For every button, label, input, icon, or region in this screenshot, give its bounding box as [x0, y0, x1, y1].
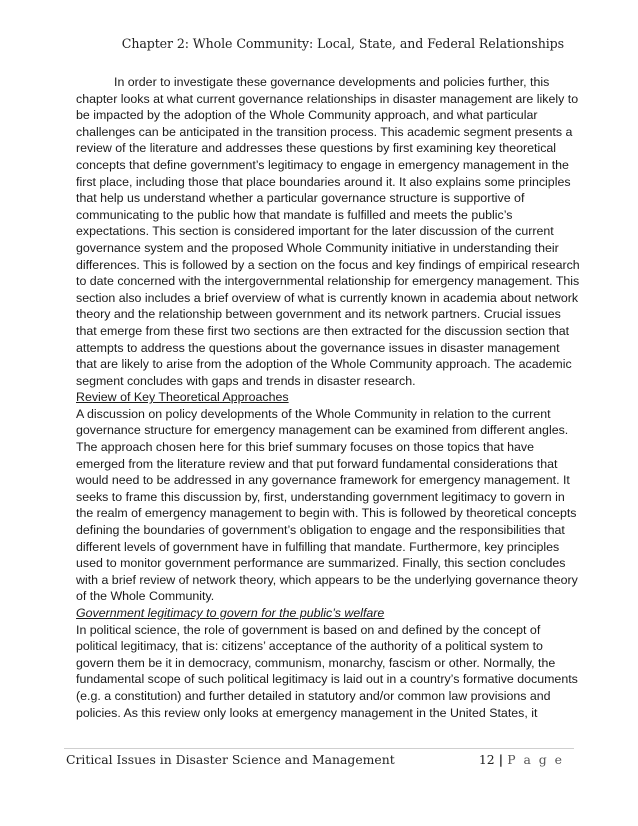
paragraph-line: attempts to address the questions about the governance issues in disaster management [76, 340, 560, 355]
running-header: Chapter 2: Whole Community: Local, State, and Federal Relationships [121, 36, 564, 51]
footer-separator: | [498, 752, 504, 767]
paragraph-line: The approach chosen here for this brief summary focuses on those topics that have [76, 440, 535, 455]
paragraph-line: section also includes a brief overview of what is currently known in academia about network [76, 290, 579, 305]
paragraph-line: review of the literature and addresses these questions by first examining key theoretical [76, 141, 557, 156]
intro-paragraph [76, 74, 580, 389]
paragraph-line: (e.g. a constitution) and further detailed in statutory and/or common law provisions and [76, 688, 551, 703]
section-paragraph [76, 406, 578, 605]
subsection-paragraph [76, 622, 578, 722]
paragraph-line: expectations. This section is considered important for the later discussion of the current [76, 224, 554, 239]
paragraph-line: first place, including those that place boundaries around it. It also explains some principles [76, 174, 571, 189]
paragraph-line: with a brief review of network theory, which appears to be the underlying governance theory [76, 572, 578, 587]
paragraph-line: the realm of emergency management to begin with. This is followed by theoretical concepts [76, 506, 577, 521]
paragraph-line: A discussion on policy developments of the Whole Community in relation to the current [76, 406, 551, 421]
paragraph-line: political legitimacy, that is: citizens’ acceptance of the authority of a political system to [76, 639, 543, 654]
paragraph-line: different levels of government have in fulfilling that mandate. Furthermore, key principles [76, 539, 560, 554]
paragraph-line: used to monitor government performance are summarized. Finally, this section concludes [76, 556, 566, 571]
paragraph-line: would need to be addressed in any governance framework for emergency management. It [76, 473, 570, 488]
paragraph-line: chapter looks at what current governance relationships in disaster management are likely to [76, 91, 579, 106]
paragraph-line: communicating to the public how that mandate is fulfilled and meets the public’s [76, 207, 513, 222]
footer-divider [64, 748, 574, 749]
paragraph-line: In political science, the role of government is based on and defined by the concept of [76, 622, 541, 637]
paragraph-line: theory and the relationship between government and its network partners. Crucial issues [76, 307, 561, 322]
paragraph-line: governance structure for emergency management can be examined from different angles. [76, 423, 569, 438]
paragraph-line: to date concerned with the intergovernmental relationship for emergency management. This [76, 274, 580, 289]
paragraph-line: emerged from the literature review and that put forward fundamental considerations that [76, 456, 558, 471]
body-text [76, 74, 580, 721]
page-number: 12 [478, 752, 495, 767]
paragraph-line: be impacted by the adoption of the Whole Community approach, and what particular [76, 108, 538, 123]
paragraph-line: that emerge from these first two sections are then extracted for the discussion section that [76, 323, 570, 338]
paragraph-line: differences. This is followed by a section on the focus and key findings of empirical research [76, 257, 580, 272]
paragraph-line: concepts that define government’s legitimacy to engage in emergency management in the [76, 157, 569, 172]
footer-book-title: Critical Issues in Disaster Science and Management [66, 752, 395, 767]
paragraph-line: that are likely to arise from the adoption of the Whole Community approach. The academic [76, 357, 572, 372]
section-heading: Review of Key Theoretical Approaches [76, 390, 289, 405]
paragraph-line: seeks to frame this discussion by, first, understanding government legitimacy to govern in [76, 489, 565, 504]
paragraph-line: defining the boundaries of government’s obligation to engage and the responsibilities that [76, 523, 565, 538]
page-label: P a g e [507, 752, 564, 767]
paragraph-line: that help us understand whether a particular governance structure is supportive of [76, 191, 525, 206]
paragraph-line: In order to investigate these governance developments and policies further, this [114, 75, 550, 89]
paragraph-line: policies. As this review only looks at emergency management in the United States, it [76, 705, 538, 720]
paragraph-line: governance system and the proposed Whole Community initiative in understanding their [76, 240, 559, 255]
paragraph-line: segment concludes with gaps and trends in disaster research. [76, 373, 416, 388]
paragraph-line: of the Whole Community. [76, 589, 215, 604]
paragraph-line: govern them be it in democracy, communism, monarchy, fascism or other. Normally, the [76, 655, 556, 670]
subsection-heading: Government legitimacy to govern for the public’s welfare [76, 606, 385, 620]
paragraph-line: fundamental scope of such political legitimacy is laid out in a country’s formative documents [76, 672, 578, 687]
paragraph-line: challenges can be anticipated in the transition process. This academic segment presents a [76, 124, 573, 139]
footer-page-indicator [479, 752, 564, 767]
